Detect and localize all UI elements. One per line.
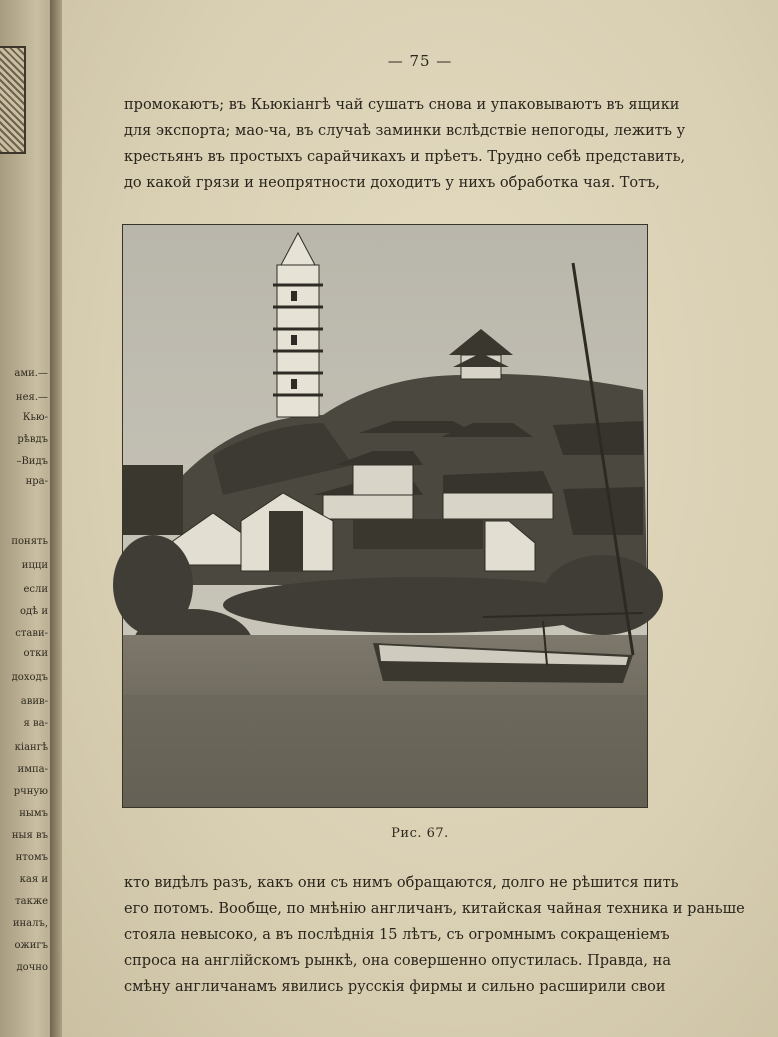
left-page-fragment: дочно	[16, 962, 48, 973]
left-page-fragment: ныя въ	[11, 830, 48, 841]
left-page	[0, 0, 52, 1037]
left-page-fragment: также	[15, 896, 48, 907]
left-page-fragment: стави-	[15, 628, 48, 639]
text-line: смѣну англичанамъ явились русскія фирмы и сильно расширили свои	[124, 979, 666, 995]
left-page-fragment: доходъ	[11, 672, 48, 683]
text-line: до какой грязи и неопрятности доходитъ у нихъ обработка чая. Тотъ,	[124, 175, 660, 191]
text-line: спроса на англійскомъ рынкѣ, она совершенно опустилась. Правда, на	[124, 953, 671, 969]
left-page-fragment: кіангѣ	[14, 742, 48, 753]
left-page-fragment: ицци	[21, 560, 48, 571]
left-page-fragment: –Видъ	[16, 456, 48, 467]
ornament-border-icon	[0, 46, 26, 154]
figure-photo	[122, 224, 648, 808]
left-page-fragment: если	[23, 584, 48, 595]
left-page-fragment: нра-	[25, 476, 48, 487]
left-page-fragment: рчную	[13, 786, 48, 797]
left-page-fragment: Кью-	[22, 412, 48, 423]
left-page-fragment: авив-	[20, 696, 48, 707]
left-page-fragment: понять	[11, 536, 48, 547]
left-page-fragment: кая и	[19, 874, 48, 885]
left-page-fragment: отки	[23, 648, 48, 659]
left-page-fragment: ожигъ	[14, 940, 48, 951]
right-page	[62, 0, 778, 1037]
left-page-fragment: импа-	[17, 764, 48, 775]
left-page-fragment: нтомъ	[15, 852, 48, 863]
left-page-fragment: я ва-	[23, 718, 48, 729]
left-page-fragment: нея.—	[15, 392, 48, 403]
text-line: стояла невысоко, а въ послѣднія 15 лѣтъ, съ огромнымъ сокращеніемъ	[124, 927, 670, 943]
left-page-fragment: ами.—	[14, 368, 48, 379]
left-page-fragment: одѣ и	[19, 606, 48, 617]
figure-caption: Рис. 67.	[391, 826, 449, 841]
paragraph-top	[124, 92, 686, 196]
paragraph-bottom	[124, 870, 745, 1000]
text-line: кто видѣлъ разъ, какъ они съ нимъ обращаются, долго не рѣшится пить	[124, 875, 679, 891]
text-line: его потомъ. Вообще, по мнѣнію англичанъ, китайская чайная техника и раньше	[124, 901, 745, 917]
page-number: — 75 —	[387, 52, 453, 70]
left-page-fragment: иналъ,	[12, 918, 48, 929]
text-line: крестьянъ въ простыхъ сарайчикахъ и прѣетъ. Трудно себѣ представить,	[124, 149, 686, 165]
text-line: для экспорта; мао-ча, въ случаѣ заминки вслѣдствіе непогоды, лежитъ у	[124, 123, 686, 139]
left-page-fragment: нымъ	[19, 808, 48, 819]
text-line: промокаютъ; въ Кьюкіангѣ чай сушатъ снова и упаковываютъ въ ящики	[124, 97, 680, 113]
pagoda-photo-icon	[123, 225, 647, 807]
left-page-fragment: рѣвдъ	[17, 434, 48, 445]
